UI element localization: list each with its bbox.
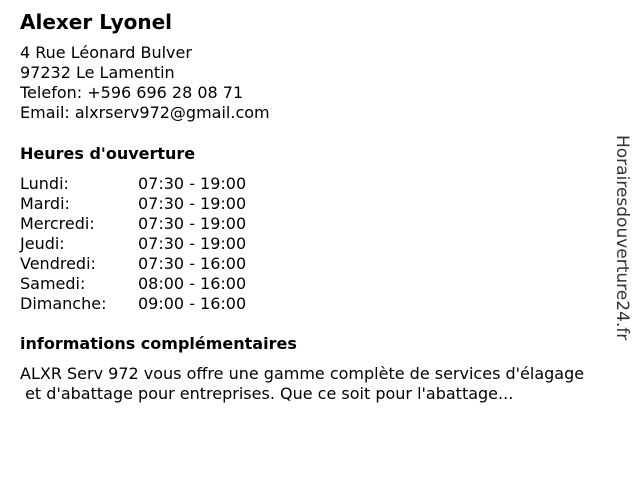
hours-row xyxy=(20,194,246,214)
phone-number: Telefon: +596 696 28 08 71 xyxy=(20,83,244,102)
hours-row xyxy=(20,214,246,234)
hours-row xyxy=(20,294,246,314)
day-label: Samedi: xyxy=(20,274,86,293)
time-range: 07:30 - 19:00 xyxy=(138,234,247,253)
day-label: Lundi: xyxy=(20,174,69,193)
time-range: 07:30 - 19:00 xyxy=(138,174,247,193)
hours-row xyxy=(20,234,246,254)
time-range: 08:00 - 16:00 xyxy=(138,274,247,293)
hours-row xyxy=(20,274,246,294)
time-range: 07:30 - 19:00 xyxy=(138,194,247,213)
day-label: Mardi: xyxy=(20,194,70,213)
info-description: ALXR Serv 972 vous offre une gamme complète de services d'élagage et d'abattage pour entreprises. Que ce soit pour l'abattage... xyxy=(20,364,585,403)
day-label: Mercredi: xyxy=(20,214,95,233)
day-label: Dimanche: xyxy=(20,294,107,313)
email-address: Email: alxrserv972@gmail.com xyxy=(20,103,270,122)
day-label: Vendredi: xyxy=(20,254,96,273)
watermark xyxy=(611,135,635,345)
business-name: Alexer Lyonel xyxy=(20,10,173,34)
watermark-text: Horairesdouverture24.fr xyxy=(612,135,632,341)
time-range: 07:30 - 16:00 xyxy=(138,254,247,273)
address-street: 4 Rue Léonard Bulver xyxy=(20,43,192,62)
day-label: Jeudi: xyxy=(20,234,65,253)
opening-hours-list xyxy=(20,174,246,314)
hours-row xyxy=(20,174,246,194)
hours-row xyxy=(20,254,246,274)
address-city: 97232 Le Lamentin xyxy=(20,63,175,82)
address-block xyxy=(20,43,270,123)
hours-heading: Heures d'ouverture xyxy=(20,144,196,163)
info-heading: informations complémentaires xyxy=(20,334,297,353)
time-range: 09:00 - 16:00 xyxy=(138,294,247,313)
time-range: 07:30 - 19:00 xyxy=(138,214,247,233)
